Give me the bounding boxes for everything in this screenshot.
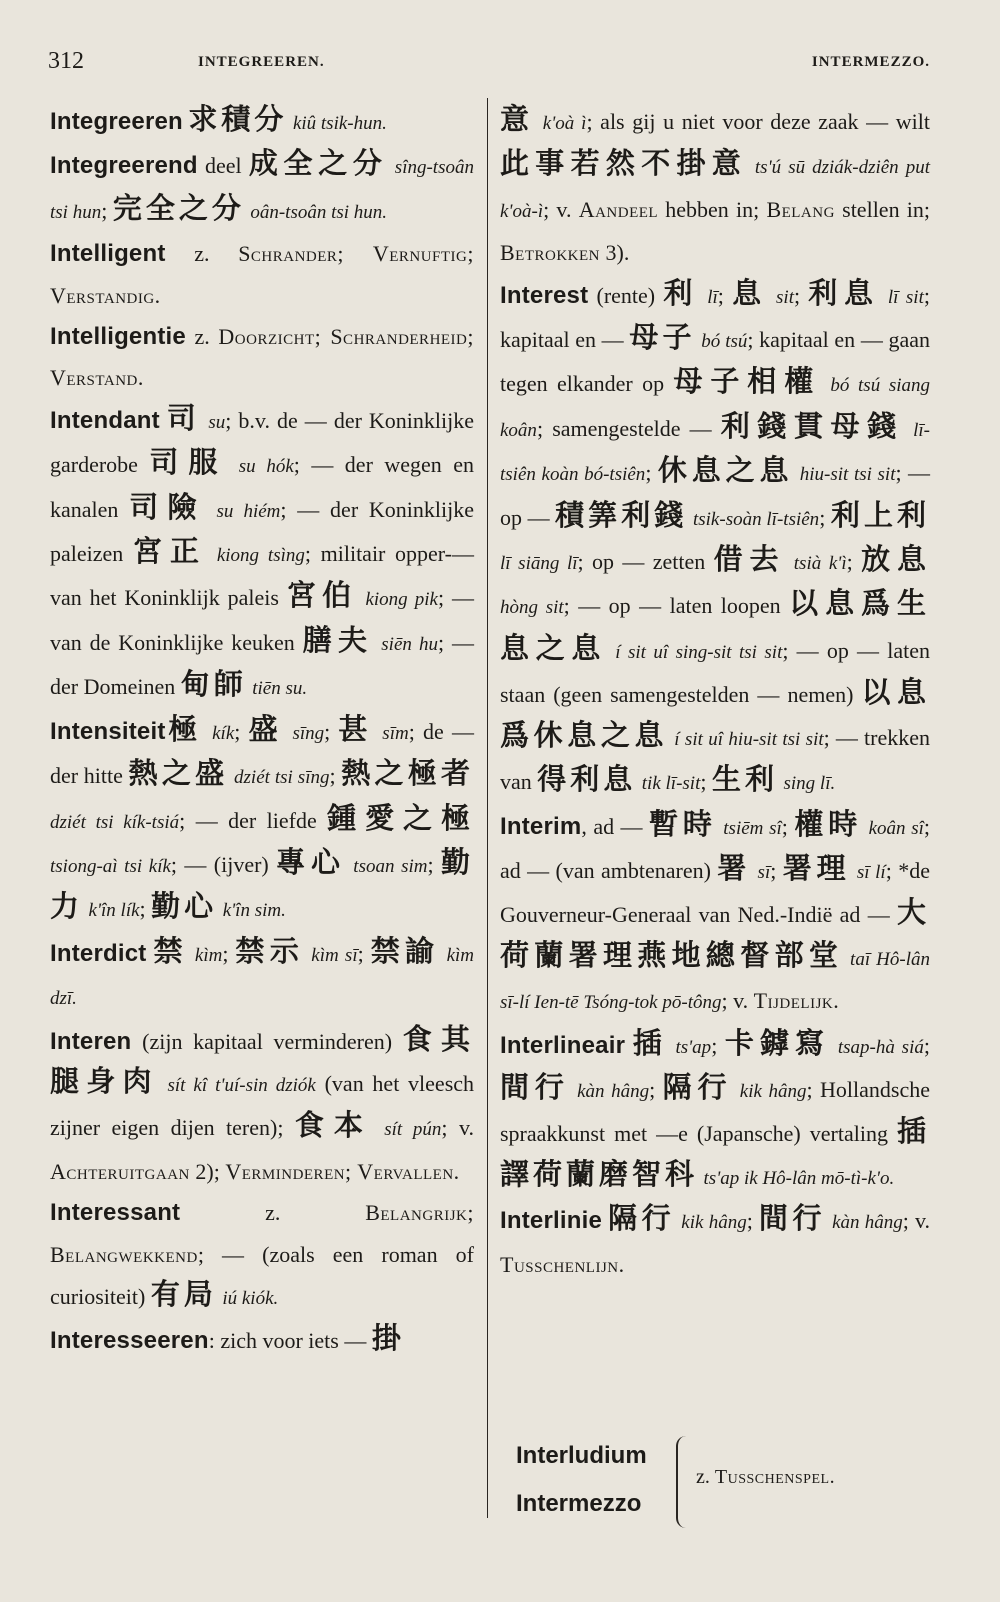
chinese-text: 署	[717, 852, 752, 885]
headword: Interesseeren	[50, 1327, 209, 1355]
romanization: su	[208, 411, 226, 433]
headword: Interim	[500, 812, 582, 840]
romanization: kiong pik	[365, 589, 438, 611]
chinese-text: 司險	[129, 491, 206, 524]
entry-intendant	[50, 399, 474, 710]
chinese-text: 宮正	[132, 536, 208, 569]
chinese-text: 勤力	[50, 846, 475, 924]
romanization: dziét tsi sīng	[234, 767, 330, 789]
romanization: kik hâng	[681, 1212, 747, 1234]
chinese-text: 利息	[808, 277, 880, 310]
definition-text: ; — der Koninklijke paleizen	[50, 496, 475, 567]
romanization: kìm dzī.	[50, 944, 475, 1010]
chinese-text: 食本	[294, 1110, 373, 1143]
cross-reference: Verminderen; Vervallen.	[225, 1158, 460, 1184]
definition-text: ; b.v. de — der Koninklijke garderobe	[50, 407, 475, 478]
definition-text: z.	[180, 1200, 366, 1226]
chinese-text: 署理	[782, 852, 851, 885]
definition-text: ; kapitaal en — gaan tegen elkander op	[500, 327, 930, 397]
definition-text: : zich voor iets —	[208, 1328, 372, 1354]
definition-text: ; — van de Koninklijke keuken	[50, 585, 474, 655]
romanization: k'în sim.	[222, 900, 286, 922]
headword: Intermezzo	[516, 1490, 642, 1517]
romanization: í sit uî hiu-sit tsi sit	[674, 728, 824, 750]
definition-text: hebben in;	[658, 196, 767, 222]
chinese-text: 甚	[338, 713, 375, 746]
headword: Integreeren	[50, 108, 183, 135]
romanization: lī	[707, 286, 718, 308]
chinese-text: 禁諭	[370, 935, 440, 968]
chinese-text: 得利息	[537, 764, 637, 797]
romanization: sîng-tsoân tsi hun	[50, 157, 474, 223]
entry-interludium-intermezzo	[516, 1436, 936, 1536]
chinese-text: 意	[500, 104, 536, 136]
definition-text: z.	[165, 241, 239, 267]
entry-interest	[500, 274, 930, 805]
definition-text: ;	[770, 857, 783, 883]
chinese-text: 借去	[713, 544, 786, 577]
definition-text: ; — trekken van	[500, 724, 930, 795]
definition-text: ;	[222, 940, 236, 966]
cross-reference: Betrokken	[500, 240, 600, 266]
definition-text: ;	[717, 282, 733, 308]
definition-text: ;	[746, 1208, 759, 1234]
definition-text: ; kapitaal en —	[500, 282, 930, 353]
headword: Interen	[50, 1027, 132, 1055]
chinese-text: 禁	[153, 935, 188, 968]
chinese-text: 盛	[248, 713, 285, 746]
definition-text: ;	[324, 718, 339, 744]
entry-interesseeren-continued	[500, 100, 930, 274]
page-header	[48, 40, 940, 80]
definition-text: ; als gij u niet voor deze zaak — wilt	[586, 109, 931, 134]
chinese-text: 專心	[276, 846, 346, 879]
cross-reference: Belangrijk; Belangwekkend	[50, 1200, 474, 1267]
entry-interdict	[50, 932, 474, 1020]
cross-reference: Tusschenlijn.	[500, 1251, 625, 1277]
romanization: hòng sit	[500, 597, 564, 619]
definition-text: , ad —	[581, 813, 649, 839]
definition-text: ;	[819, 504, 831, 530]
chinese-text: 權時	[794, 808, 863, 841]
right-column	[500, 100, 930, 1285]
chinese-text: 完全之分	[112, 192, 245, 225]
romanization: lī-tsiên koàn bó-tsiên	[500, 419, 930, 486]
romanization: í sit uî sing-sit tsi sit	[615, 641, 783, 663]
definition-text: ; — der liefde	[179, 807, 328, 833]
headword: Intelligent	[50, 240, 166, 268]
chinese-text: 求積分	[188, 104, 288, 136]
definition-text: ;	[427, 851, 441, 877]
cross-reference: Aandeel	[578, 196, 659, 222]
definition-text: stellen in;	[834, 196, 930, 222]
romanization: lī siāng lī	[500, 553, 578, 575]
romanization: sīng	[292, 722, 325, 744]
romanization: oân-tsoân tsi hun.	[250, 201, 388, 223]
entry-intelligentie	[50, 316, 474, 399]
column-divider	[487, 98, 488, 1518]
definition-text: ;	[139, 896, 152, 922]
definition-text: ; — op — laten staan (geen samengestelden — nemen)	[500, 637, 930, 708]
chinese-text: 插	[632, 1027, 668, 1060]
romanization: tsiēm sî	[723, 817, 782, 839]
romanization: sing lī.	[783, 773, 836, 795]
definition-text: ; op — zetten	[577, 549, 714, 575]
chinese-text: 間行	[500, 1071, 570, 1104]
chinese-text: 成全之分	[248, 148, 388, 181]
chinese-text: 休息之息	[657, 455, 794, 488]
definition-text: ;	[234, 718, 249, 744]
cross-reference: Belang	[766, 196, 835, 222]
chinese-text: 以息爲休息之息	[500, 677, 930, 752]
romanization: tsoan sim	[353, 855, 428, 877]
chinese-text: 卡鏬寫	[724, 1027, 831, 1060]
romanization: taī Hô-lân sī-lí Ien-tē Tsóng-tok pō-tông	[500, 948, 931, 1014]
chinese-text: 掛	[371, 1323, 405, 1356]
definition-text: ;	[781, 813, 795, 839]
definition-text: (rente)	[588, 282, 664, 308]
headword: Integreerend	[50, 152, 198, 180]
romanization: ts'ap	[675, 1036, 712, 1058]
definition-text: ; — der Domeinen	[50, 629, 474, 700]
definition-text: ; *de Gouverneur-Generaal van Ned.-Indië ad —	[500, 857, 930, 928]
chinese-text: 熱之盛	[128, 758, 229, 791]
chinese-text: 以息爲生息之息	[500, 588, 930, 665]
romanization: iú kiók.	[222, 1287, 279, 1309]
romanization: tsiong-aì tsi kík	[50, 855, 171, 877]
romanization: siēn hu	[381, 633, 438, 655]
definition-text: ; — (zoals een roman of curiositeit)	[50, 1241, 474, 1309]
entry-interlinie	[500, 1199, 930, 1285]
chinese-text: 食其腿身肉	[50, 1023, 474, 1098]
headword: Interludium	[516, 1442, 647, 1469]
headword: Interest	[500, 281, 589, 309]
chinese-text: 母子	[629, 322, 696, 355]
chinese-text: 隔行	[662, 1071, 733, 1104]
definition-text: ; v.	[543, 196, 579, 222]
definition-text: ;	[711, 1032, 725, 1058]
romanization: kàn hâng	[832, 1212, 903, 1234]
romanization: sít kî t'uí-sin dziók	[167, 1074, 316, 1096]
romanization: k'în lík	[88, 900, 140, 922]
definition-text: deel	[197, 153, 249, 179]
definition-text: ;	[793, 282, 809, 308]
romanization: lī sit	[887, 286, 924, 308]
romanization: sī lí	[856, 861, 886, 883]
chinese-text: 利	[663, 277, 700, 310]
cross-reference: Schrander; Vernuftig; Verstandig.	[50, 241, 474, 308]
cross-reference: Doorzicht; Schranderheid; Verstand.	[50, 324, 475, 391]
definition-text: ; — op — laten loopen	[563, 593, 790, 619]
entry-intelligent	[50, 233, 474, 316]
definition-text: ;	[101, 197, 113, 223]
romanization: sit	[776, 286, 794, 308]
romanization: kiû tsik-hun.	[292, 113, 387, 134]
entry-interen	[50, 1020, 474, 1193]
definition-text: ;	[700, 769, 712, 795]
definition-text: 2);	[189, 1158, 226, 1184]
definition-text: (van het vleesch zijner eigen dijen teren);	[50, 1070, 475, 1141]
chinese-text: 宮伯	[286, 580, 358, 613]
chinese-text: 有局	[150, 1278, 217, 1311]
definition-text: ; — op —	[500, 460, 930, 530]
definition-text: ;	[329, 763, 342, 789]
entry-interessant	[50, 1192, 474, 1319]
definition-text: ; ad — (van ambtenaren)	[500, 813, 931, 883]
definition-text: ; militair opper-— van het Koninklijk paleis	[50, 541, 474, 611]
entry-integreerend	[50, 144, 474, 233]
chinese-text: 插譯荷蘭磨智科	[500, 1116, 930, 1191]
definition-text: ; Hollandsche spraakkunst met —e (Japansche) vertaling	[500, 1076, 930, 1147]
entry-interlineair	[500, 1024, 930, 1200]
definition-text: ;	[649, 1076, 663, 1102]
running-head-right: INTERMEZZO.	[811, 54, 930, 70]
romanization: su hók	[238, 456, 294, 478]
chinese-text: 熱之極者	[341, 758, 474, 791]
entry-integreeren	[50, 100, 474, 144]
cross-reference-group	[696, 1466, 835, 1489]
romanization: dziét tsi kík-tsiá	[50, 811, 180, 833]
definition-text: ; — der wegen en kanalen	[50, 452, 474, 522]
definition-text: 3).	[600, 240, 630, 266]
chinese-text: 大荷蘭署理燕地總督部堂	[500, 897, 930, 972]
headword: Intensiteit	[50, 717, 166, 745]
chinese-text: 鍾愛之極	[327, 802, 474, 835]
romanization: tsià k'ì	[793, 553, 847, 575]
chinese-text: 放息	[861, 544, 930, 577]
definition-text: ; — (ijver)	[170, 851, 277, 877]
chinese-text: 司服	[149, 447, 228, 480]
cross-reference: Tijdelijk.	[753, 988, 840, 1014]
romanization: ts'ú sū dziák-dziên put k'oà-ì	[500, 157, 930, 222]
chinese-text: 隔行	[608, 1203, 676, 1236]
headword: Interlineair	[500, 1031, 626, 1059]
chinese-text: 積筭利錢	[555, 499, 688, 532]
romanization: ts'ap ik Hô-lân mō-tì-k'o.	[703, 1167, 895, 1189]
chinese-text: 膳夫	[302, 624, 374, 657]
cross-reference: Achteruitgaan	[50, 1158, 190, 1184]
definition-text: ;	[357, 940, 371, 966]
romanization: tsap-hà siá	[837, 1036, 924, 1058]
chinese-text: 勤心	[151, 891, 218, 924]
chinese-text: 生利	[711, 764, 778, 797]
definition-text: ;	[846, 549, 862, 575]
chinese-text: 息	[732, 277, 768, 310]
romanization: kìm sī	[311, 944, 358, 966]
chinese-text: 禁示	[235, 935, 305, 968]
romanization: koân sî	[868, 817, 924, 839]
romanization: kik hâng	[739, 1080, 807, 1102]
chinese-text: 母子相權	[673, 366, 822, 399]
definition-text: ; v.	[902, 1208, 931, 1234]
chinese-text: 間行	[758, 1203, 826, 1236]
romanization: kík	[212, 722, 235, 744]
romanization: kàn hâng	[577, 1080, 650, 1102]
headword: Interessant	[50, 1199, 181, 1227]
romanization: tiēn su.	[252, 678, 308, 700]
definition-text: ; de — der hitte	[50, 718, 474, 789]
romanization: bó tsú siang koân	[500, 375, 930, 441]
cross-reference: Tusschenspel.	[714, 1466, 836, 1488]
definition-text: z.	[696, 1466, 715, 1488]
chinese-text: 甸師	[180, 669, 247, 702]
romanization: sít pún	[384, 1119, 442, 1141]
entry-interim	[500, 805, 930, 1024]
entry-interesseeren	[50, 1319, 474, 1361]
definition-text: ; v.	[441, 1115, 475, 1141]
romanization: bó tsú	[701, 331, 748, 353]
chinese-text: 極	[165, 713, 204, 746]
page-number: 312	[48, 48, 84, 74]
headword: Interdict	[50, 939, 147, 967]
romanization: tik lī-sit	[641, 773, 701, 795]
romanization: kiong tsìng	[216, 545, 305, 567]
chinese-text: 暫時	[648, 808, 717, 841]
definition-text: ;	[645, 460, 658, 486]
left-column	[50, 100, 474, 1362]
romanization: sī	[757, 861, 771, 883]
definition-text: ;	[923, 1032, 930, 1058]
headword: Intelligentie	[50, 323, 186, 351]
chinese-text: 利錢貫母錢	[720, 410, 904, 443]
romanization: kìm	[194, 944, 223, 966]
definition-text: z.	[185, 324, 219, 350]
running-head-left: INTEGREEREN.	[198, 54, 325, 70]
romanization: su hiém	[216, 500, 281, 522]
chinese-text: 司	[166, 402, 202, 435]
entry-intensiteit	[50, 710, 474, 932]
definition-text: ; v.	[721, 988, 754, 1014]
headword: Interlinie	[500, 1207, 603, 1235]
romanization: hiu-sit tsi sit	[799, 464, 896, 486]
romanization: k'oà ì	[542, 113, 587, 134]
chinese-text: 利上利	[830, 499, 931, 532]
definition-text: (zijn kapitaal verminderen)	[131, 1028, 403, 1054]
romanization: sīm	[382, 722, 409, 744]
curly-brace	[676, 1436, 688, 1528]
definition-text: ; samengestelde —	[536, 415, 721, 441]
chinese-text: 此事若然不掛意	[500, 148, 748, 181]
headword: Intendant	[50, 406, 160, 434]
romanization: tsik-soàn lī-tsiên	[692, 508, 820, 530]
